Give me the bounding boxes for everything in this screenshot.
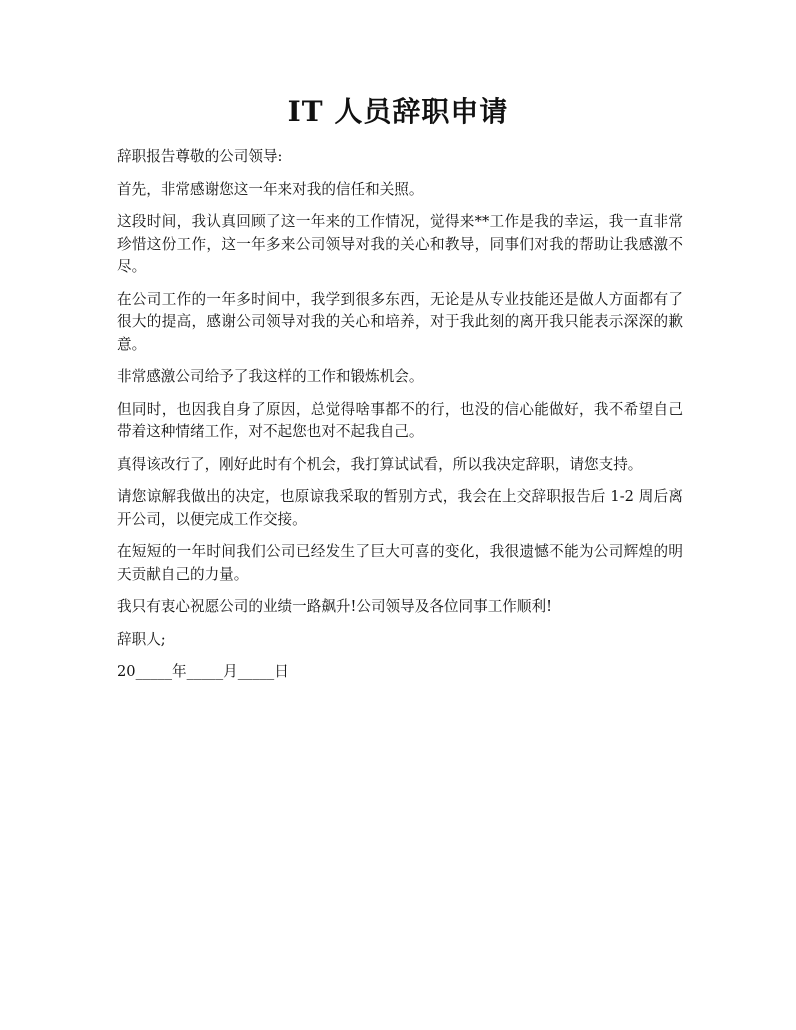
paragraph: 真得该改行了，刚好此时有个机会，我打算试试看，所以我决定辞职，请您支持。 xyxy=(117,455,643,473)
paragraph: 非常感激公司给予了我这样的工作和锻炼机会。 xyxy=(117,368,424,385)
paragraph: 我只有衷心祝愿公司的业绩一路飙升!公司领导及各位同事工作顺利! xyxy=(117,598,552,615)
document-body xyxy=(117,146,683,694)
paragraph: 首先，非常感谢您这一年来对我的信任和关照。 xyxy=(117,180,424,198)
paragraph: 在短短的一年时间我们公司已经发生了巨大可喜的变化，我很遗憾不能为公司辉煌的明天贡献自己的力量。 xyxy=(117,543,683,583)
paragraph: 这段时间，我认真回顾了这一年来的工作情况，觉得来**工作是我的幸运，我一直非常珍惜这份工作，这一年多来公司领导对我的关心和教导，同事们对我的帮助让我感激不尽。 xyxy=(117,213,683,275)
signature-line: 辞职人; xyxy=(117,630,166,648)
document-title: IT 人员辞职申请 xyxy=(287,95,509,128)
date-line: 20_____年_____月_____日 xyxy=(117,663,289,680)
salutation: 辞职报告尊敬的公司领导: xyxy=(117,148,283,165)
paragraph: 请您谅解我做出的决定，也原谅我采取的暂别方式，我会在上交辞职报告后 1-2 周后离开公司，以便完成工作交接。 xyxy=(117,488,683,528)
paragraph: 在公司工作的一年多时间中，我学到很多东西，无论是从专业技能还是做人方面都有了很大的提高，感谢公司领导对我的关心和培养，对于我此刻的离开我只能表示深深的歉意。 xyxy=(117,290,683,353)
paragraph: 但同时，也因我自身了原因，总觉得啥事都不的行，也没的信心能做好，我不希望自己带着这种情绪工作，对不起您也对不起我自己。 xyxy=(117,400,683,440)
